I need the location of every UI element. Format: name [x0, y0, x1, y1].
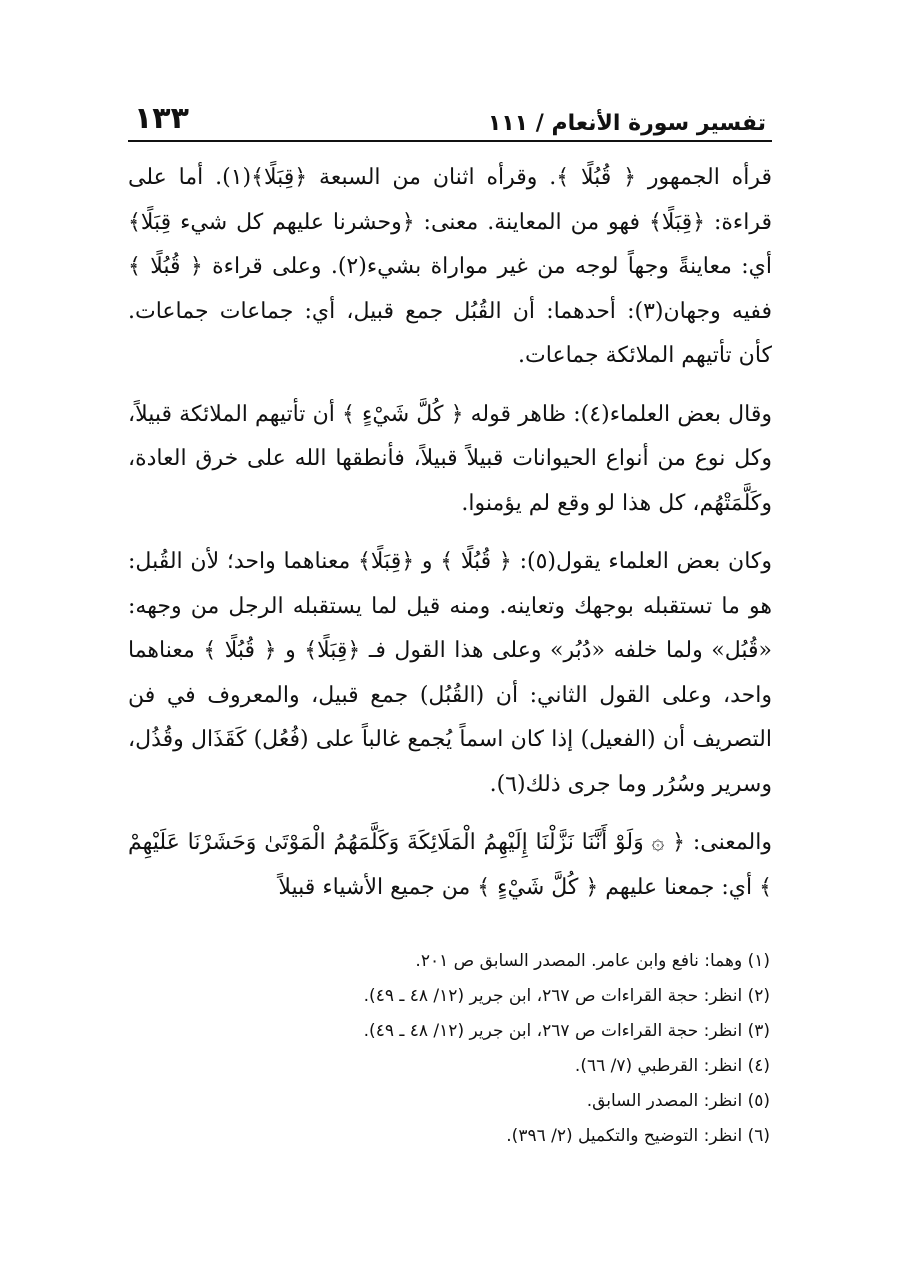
footnote-2: (٢) انظر: حجة القراءات ص ٢٦٧، ابن جرير (١٢/ ٤٨ ـ ٤٩). — [363, 986, 770, 1006]
paragraph-readings: قرأه الجمهور ﴿ قُبُلًا ﴾. وقرأه اثنان من السبعة ﴿قِبَلًا﴾(١). أما على قراءة: ﴿قِبَلًا﴾ فهو من المعاينة. معنى: ﴿وحشرنا عليهم كل شيء قِبَلًا﴾ أي: معاينةً وجهاً لوجه من غير مواراة بشيء(٢). وعلى قراءة ﴿ قُبُلًا ﴾ ففيه وجهان(٣): أحدهما: أن القُبُل جمع قبيل، أي: جماعات جماعات. كأن تأتيهم الملائكة جماعات. — [128, 165, 772, 368]
paragraph-some-scholars: وقال بعض العلماء(٤): ظاهر قوله ﴿ كُلَّ شَيْءٍ ﴾ أن تأتيهم الملائكة قبيلاً، وكل نوع من أنواع الحيوانات قبيلاً قبيلاً، فأنطقها الله على خرق العادة، وكَلَّمَتْهُم، كل هذا لو وقع لم يؤمنوا. — [128, 401, 772, 516]
paragraph-same-meaning: وكان بعض العلماء يقول(٥): ﴿ قُبُلًا ﴾ و ﴿قِبَلًا﴾ معناهما واحد؛ لأن القُبل: هو ما تستقبله بوجهك وتعاينه. ومنه قيل لما يستقبله الرجل من وجهه: «قُبُل» ولما خلفه «دُبُر» وعلى هذا القول فـ ﴿قِبَلًا﴾ و ﴿ قُبُلًا ﴾ معناهما واحد، وعلى القول الثاني: أن (القُبُل) جمع قبيل، والمعروف في فن التصريف أن (الفعيل) إذا كان اسماً يُجمع غالباً على (فُعُل) كَقَذَال وقُذُل، وسرير وسُرُر وما جرى ذلك(٦). — [128, 549, 772, 797]
paragraph-meaning: والمعنى: ﴿ ۞ وَلَوْ أَنَّنَا نَزَّلْنَا إِلَيْهِمُ الْمَلَائِكَةَ وَكَلَّمَهُمُ الْمَوْتَىٰ وَحَشَرْنَا عَلَيْهِمْ ﴾ أي: جمعنا عليهم ﴿ كُلَّ شَيْءٍ ﴾ من جميع الأشياء قبيلاً — [128, 830, 772, 900]
footnote-1: (١) وهما: نافع وابن عامر. المصدر السابق ص ٢٠١. — [415, 951, 770, 971]
running-title: تفسير سورة الأنعام / ١١١ — [487, 111, 766, 136]
footnote-5: (٥) انظر: المصدر السابق. — [586, 1091, 770, 1111]
footnote-6: (٦) انظر: التوضيح والتكميل (٢/ ٣٩٦). — [506, 1126, 770, 1146]
page-header — [128, 92, 772, 142]
footnote-4: (٤) انظر: القرطبي (٧/ ٦٦). — [574, 1056, 770, 1076]
body-text — [128, 156, 772, 910]
footnote-3: (٣) انظر: حجة القراءات ص ٢٦٧، ابن جرير (١٢/ ٤٨ ـ ٤٩). — [363, 1021, 770, 1041]
footnotes — [128, 944, 772, 1154]
page-number: ١٣٣ — [134, 101, 189, 136]
